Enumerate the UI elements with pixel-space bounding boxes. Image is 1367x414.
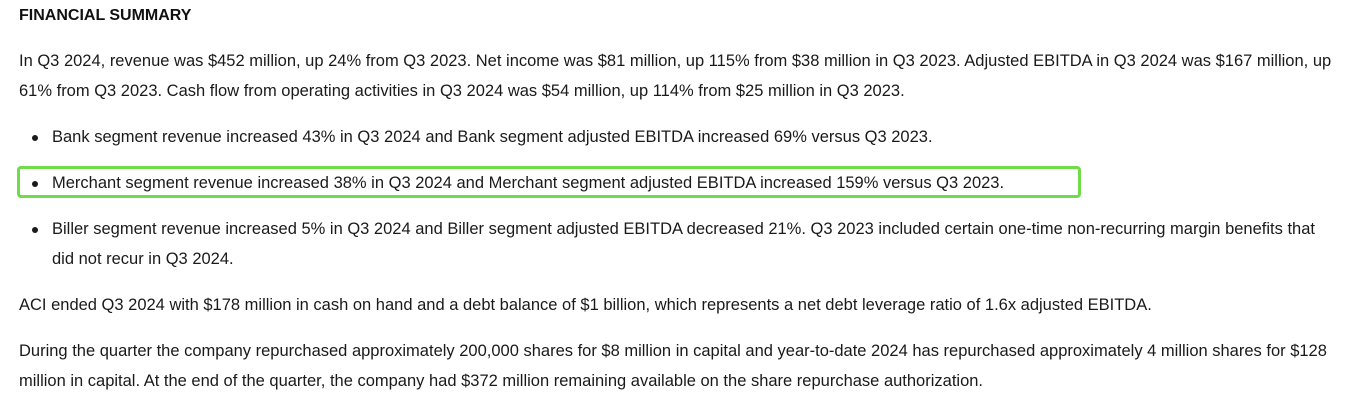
section-heading: FINANCIAL SUMMARY [19, 7, 192, 24]
bullet-text: Merchant segment revenue increased 38% in Q3 2024 and Merchant segment adjusted EBITDA increased 159% versus Q3 2023. [52, 174, 1005, 192]
bullet-text: Bank segment revenue increased 43% in Q3 2024 and Bank segment adjusted EBITDA increased 69% versus Q3 2023. [52, 128, 933, 146]
list-item-biller-segment [19, 214, 1339, 274]
bullet-dot-icon [32, 135, 38, 141]
bullet-dot-icon [32, 227, 38, 233]
cash-debt-paragraph: ACI ended Q3 2024 with $178 million in cash on hand and a debt balance of $1 billion, which represents a net debt leverage ratio of 1.6x adjusted EBITDA. [19, 296, 1152, 314]
bullet-dot-icon [32, 181, 38, 187]
intro-paragraph: In Q3 2024, revenue was $452 million, up 24% from Q3 2023. Net income was $81 million, up 115% from $38 million in Q3 2023. Adjusted EBITDA in Q3 2024 was $167 million, up 61% from Q3 2023. Cash flow from operating activities in Q3 2024 was $54 million, up 114% from $25 million in Q3 2023. [19, 52, 1332, 100]
share-repurchase-paragraph: During the quarter the company repurchased approximately 200,000 shares for $8 million in capital and year-to-date 2024 has repurchased approximately 4 million shares for $128 million in capital. At the end of the quarter, the company had $372 million remaining available on the share repurchase authorization. [19, 342, 1327, 390]
bullet-text: Biller segment revenue increased 5% in Q3 2024 and Biller segment adjusted EBITDA decreased 21%. Q3 2023 included certain one-time non-recurring margin benefits that did not recur in Q3 2024. [52, 220, 1315, 268]
list-item-merchant-segment [19, 168, 1339, 198]
list-item-bank-segment [19, 122, 1339, 152]
highlight-outline [17, 166, 1081, 198]
